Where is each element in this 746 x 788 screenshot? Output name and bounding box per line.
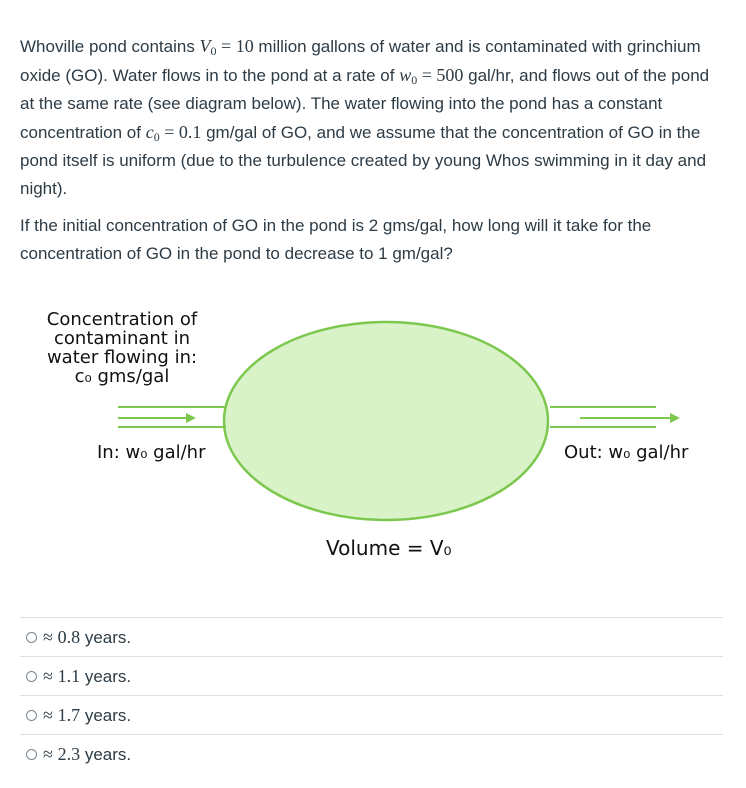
concentration-line: water flowing in:	[46, 347, 198, 368]
answer-option[interactable]	[20, 617, 723, 656]
concentration-line: contaminant in	[54, 328, 190, 349]
option-label: ≈ 0.8 years.	[43, 626, 132, 647]
option-label: ≈ 1.1 years.	[43, 665, 132, 686]
inflow-rate-label: In: w₀ gal/hr	[97, 442, 206, 463]
inflow-arrowhead	[186, 413, 196, 423]
answer-option[interactable]	[20, 695, 723, 734]
math-v0: $V_0 = 10$	[199, 36, 254, 58]
radio-button[interactable]	[26, 710, 37, 721]
question-paragraph-1	[20, 32, 726, 203]
radio-button[interactable]	[26, 671, 37, 682]
inflow-concentration-label	[32, 310, 212, 386]
radio-button[interactable]	[26, 632, 37, 643]
answer-options	[20, 617, 723, 773]
math-c0: $c_0 = 0.1$	[145, 122, 202, 144]
text-segment: million gallons of water and is contaminated with grinchium oxide (GO). Water flows in to the pond at a rate of	[20, 37, 701, 85]
question-paragraph-2: If the initial concentration of GO in the pond is 2 gms/gal, how long will it take for the concentration of GO in the pond to decrease to 1 gm/gal?	[20, 216, 652, 263]
option-label: ≈ 2.3 years.	[43, 743, 132, 764]
outflow-rate-label: Out: w₀ gal/hr	[564, 442, 689, 463]
answer-option[interactable]	[20, 656, 723, 695]
volume-label: Volume = V₀	[326, 536, 452, 560]
math-w0: $w_0 = 500$	[399, 65, 464, 87]
outflow-arrowhead	[670, 413, 680, 423]
answer-option[interactable]	[20, 734, 723, 773]
pond-diagram	[0, 295, 746, 585]
text-segment: Whoville pond contains	[20, 37, 200, 56]
text-segment: gal/hr, and flows out of the pond at the same rate (see diagram below). The water flowing into the pond has a constant concentration of	[20, 66, 710, 142]
text-segment: gm/gal of GO, and we assume that the concentration of GO in the pond itself is uniform (due to the turbulence created by young Whos swimming in it day and night).	[20, 123, 707, 198]
radio-button[interactable]	[26, 749, 37, 760]
option-label: ≈ 1.7 years.	[43, 704, 132, 725]
concentration-line: Concentration of	[46, 309, 198, 330]
concentration-line: c₀ gms/gal	[74, 366, 170, 387]
pond-ellipse	[224, 322, 548, 520]
